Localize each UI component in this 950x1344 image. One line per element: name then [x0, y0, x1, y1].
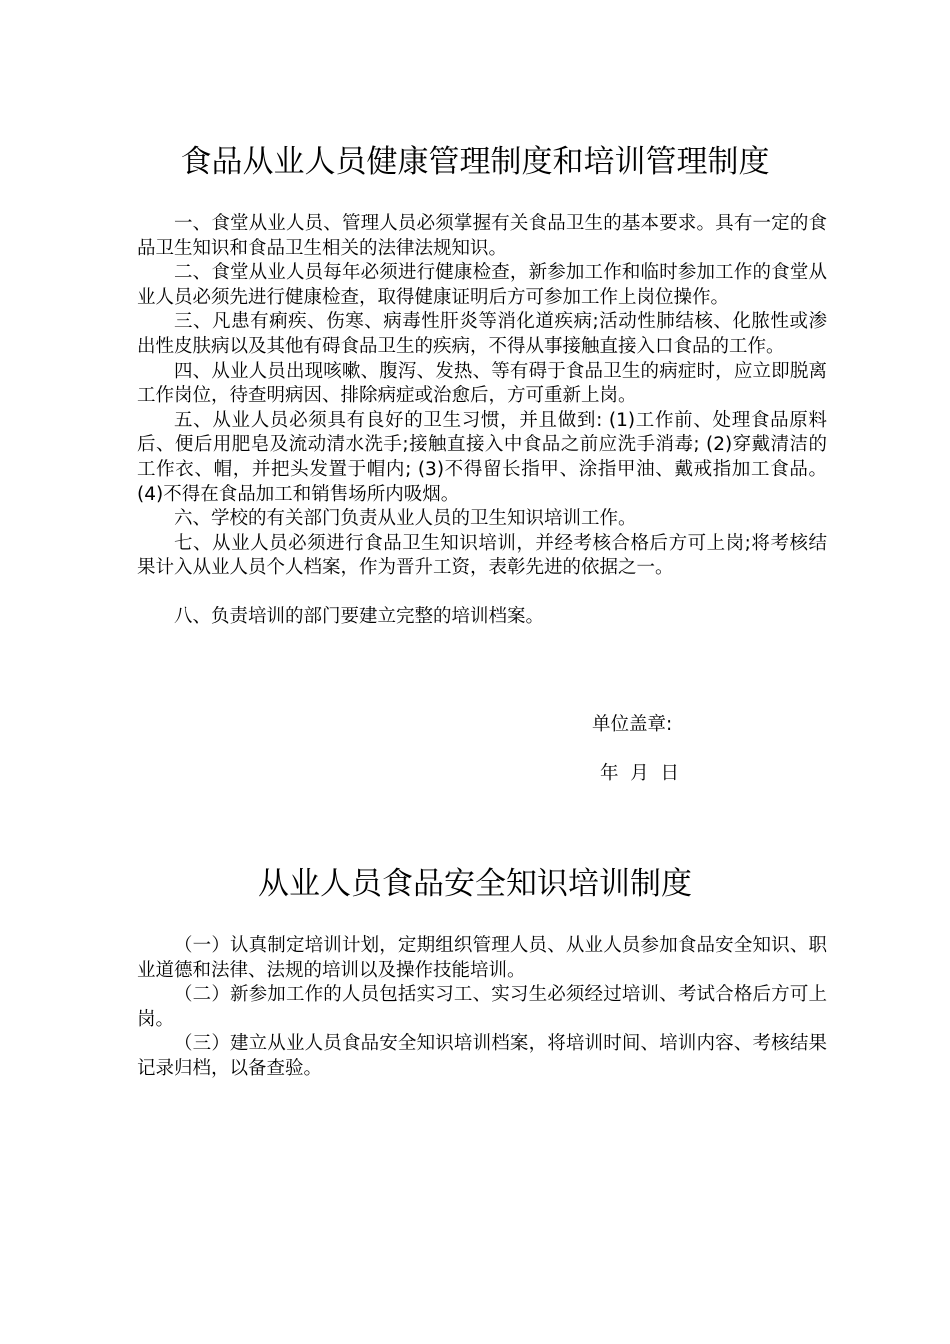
section2-body — [137, 934, 827, 1082]
section1-paragraph-3: 三、凡患有痢疾、伤寒、病毒性肝炎等消化道疾病;活动性肺结核、化脓性或渗出性皮肤病以及其他有碍食品卫生的疾病，不得从事接触直接入口食品的工作。 — [137, 311, 827, 357]
section1-paragraph-7: 七、从业人员必须进行食品卫生知识培训，并经考核合格后方可上岗;将考核结果计入从业人员个人档案，作为晋升工资，表彰先进的依据之一。 — [137, 532, 827, 579]
section1-paragraph-4: 四、从业人员出现咳嗽、腹泻、发热、等有碍于食品卫生的病症时，应立即脱离工作岗位，待查明病因、排除病症或治愈后，方可重新上岗。 — [137, 360, 827, 407]
section2-title: 从业人员食品安全知识培训制度 — [258, 866, 692, 902]
section1-paragraph-6: 六、学校的有关部门负责从业人员的卫生知识培训工作。 — [174, 508, 637, 530]
seal-label: 单位盖章: — [592, 714, 673, 735]
section1-paragraph-8: 八、负责培训的部门要建立完整的培训档案。 — [174, 605, 545, 627]
date-label: 年 月 日 — [600, 763, 680, 784]
section1-paragraph-1: 一、食堂从业人员、管理人员必须掌握有关食品卫生的基本要求。具有一定的食品卫生知识和食品卫生相关的法律法规知识。 — [137, 213, 827, 259]
section1-body — [137, 212, 827, 630]
section2-paragraph-1: （一）认真制定培训计划，定期组织管理人员、从业人员参加食品安全知识、职业道德和法律、法规的培训以及操作技能培训。 — [137, 935, 827, 981]
section1-title: 食品从业人员健康管理制度和培训管理制度 — [180, 144, 770, 180]
section1-paragraph-2: 二、食堂从业人员每年必须进行健康检查，新参加工作和临时参加工作的食堂从业人员必须先进行健康检查，取得健康证明后方可参加工作上岗位操作。 — [137, 262, 827, 308]
section2-paragraph-2: （二）新参加工作的人员包括实习工、实习生必须经过培训、考试合格后方可上岗。 — [137, 984, 827, 1030]
section2-paragraph-3: （三）建立从业人员食品安全知识培训档案，将培训时间、培训内容、考核结果记录归档，以备查验。 — [137, 1033, 827, 1079]
section1-paragraph-5: 五、从业人员必须具有良好的卫生习惯，并且做到: (1)工作前、处理食品原料后、便后用肥皂及流动清水洗手;接触直接入中食品之前应洗手消毒; (2)穿戴清洁的工作衣、帽，并把头发置于帽内; (3)不得留长指甲、涂指甲油、戴戒指加工食品。 (4)不得在食品加工和销售场所内吸烟。 — [137, 409, 827, 505]
